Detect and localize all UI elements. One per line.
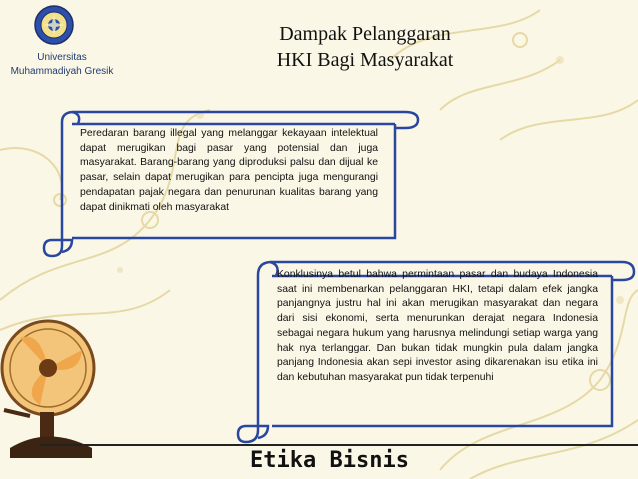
slide-title-line1: Dampak Pelanggaran	[279, 23, 451, 45]
university-name-line2: Muhammadiyah Gresik	[10, 66, 114, 77]
scroll-top-text: Peredaran barang illegal yang melanggar kekayaan intelektual dapat merugikan bagi pasar yang potensial dan juga masyarakat. Barang-barang yang diproduksi palsu dan dijual ke pasar, selain dapat merugikan para pencipta juga mengurangi pendapatan pajak negara dan penurunan kualitas barang yang dapat dinikmati oleh masyarakat	[80, 128, 378, 213]
scroll-bottom-text: Konklusinya betul bahwa permintaan pasar dan budaya Indonesia saat ini membenarkan pelanggaran HKI, tetapi dalam efek jangka panjangnya justru hal ini akan merugikan masyarakat dan negara dari sisi ekonomi, serta menurunkan derajat negara Indonesia sebagai negara hukum yang harusnya melindungi setiap warga yang hak nya terlanggar. Dan bukan tidak mungkin pula dalam jangka panjang Indonesia akan sepi investor asing dikarenakan isu etika ini dan kebutuhan masyarakat pun tidak terpenuhi	[277, 269, 598, 383]
university-logo	[33, 4, 75, 46]
floral-flourish	[0, 10, 638, 479]
course-title: Etika Bisnis	[250, 448, 409, 473]
university-name-line1: Universitas	[37, 52, 87, 63]
electric-fan-illustration	[2, 321, 94, 458]
slide-title-line2: HKI Bagi Masyarakat	[276, 49, 454, 71]
